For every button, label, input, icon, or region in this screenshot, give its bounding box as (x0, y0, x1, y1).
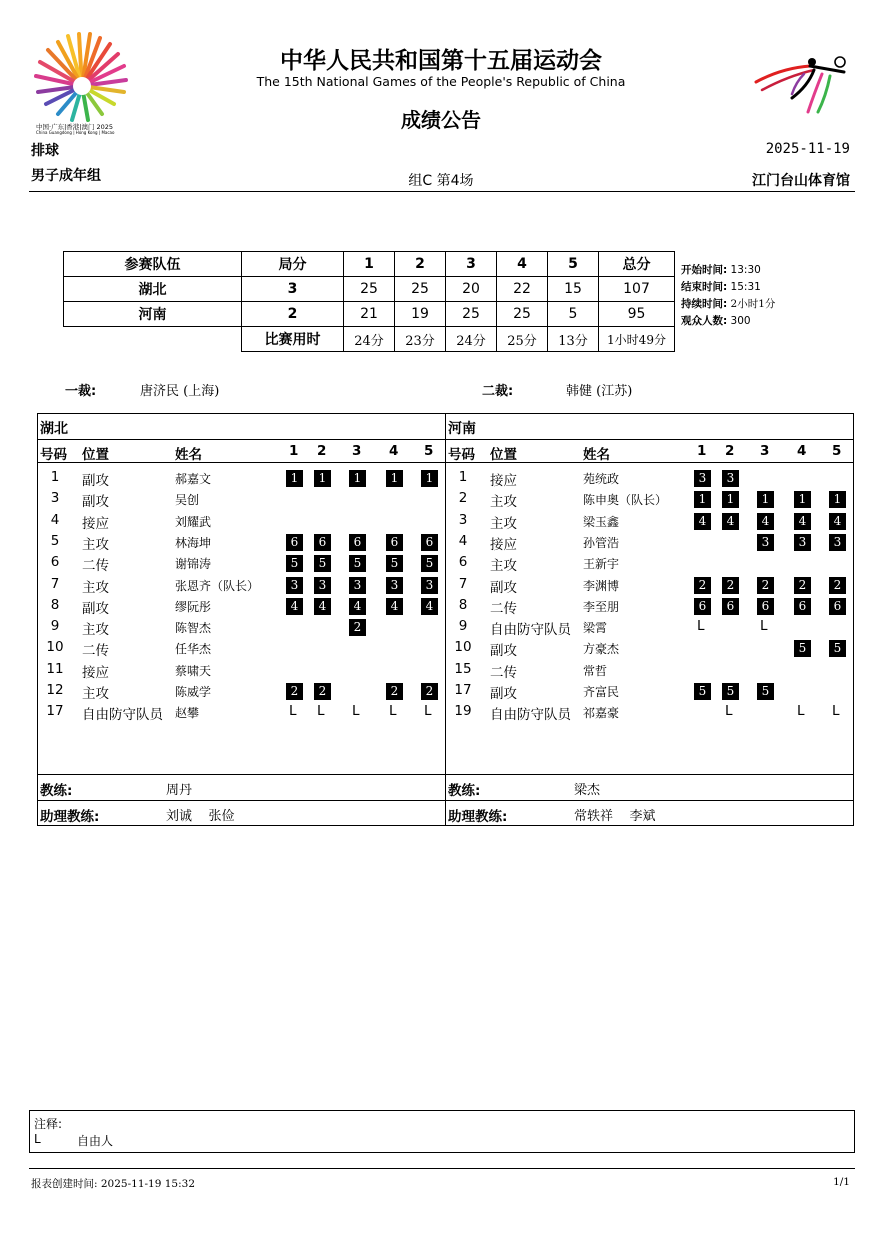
coach-label: 教练: (448, 783, 481, 799)
match-info: 组C 第4场 (408, 173, 474, 189)
assistant-coach-names: 刘诚 张俭 (166, 809, 235, 824)
col-header-pos: 位置 (82, 447, 109, 463)
starting-position-badge: 1 (349, 470, 366, 487)
starting-position-badge: 4 (386, 598, 403, 615)
starting-position-badge: 1 (757, 491, 774, 508)
set-duration: 13分 (548, 327, 599, 352)
roster-team-name: 河南 (448, 421, 476, 437)
coach-name: 周丹 (166, 783, 193, 798)
starting-position-badge: 2 (757, 577, 774, 594)
roster-hubei (37, 413, 446, 826)
player-number: 8 (458, 596, 468, 613)
starting-position-badge: 3 (349, 577, 366, 594)
starting-position-badge: 3 (794, 534, 811, 551)
notes-box (29, 1110, 855, 1153)
match-duration: 持续时间: 2小时1分 (681, 298, 776, 310)
score-header: 2 (395, 252, 446, 277)
player-name: 张恩齐（队长） (175, 578, 260, 593)
starting-position-badge: 5 (794, 640, 811, 657)
starting-position-badge: 2 (386, 683, 403, 700)
player-position: 自由防守队员 (490, 622, 571, 639)
player-position: 主攻 (490, 494, 517, 511)
set-score: 25 (446, 302, 497, 327)
player-position: 接应 (82, 664, 109, 681)
starting-position-badge: 2 (722, 577, 739, 594)
player-position: 接应 (82, 515, 109, 532)
score-table (63, 251, 675, 352)
player-name: 王新宇 (583, 557, 620, 572)
libero-marker: L (317, 703, 325, 720)
player-position: 副攻 (490, 579, 517, 596)
starting-position-badge: 4 (421, 598, 438, 615)
starting-position-badge: 5 (314, 555, 331, 572)
player-position: 副攻 (490, 686, 517, 702)
player-position: 副攻 (490, 643, 517, 660)
player-position: 主攻 (490, 515, 517, 532)
starting-position-badge: 1 (421, 470, 438, 487)
player-position: 主攻 (490, 558, 517, 575)
player-name: 常哲 (583, 663, 608, 678)
roster-line (446, 774, 853, 775)
player-number: 3 (458, 511, 468, 528)
player-name: 蔡啸天 (175, 663, 212, 678)
roster-line (38, 439, 445, 440)
player-position: 接应 (490, 473, 517, 489)
col-header-set: 4 (797, 443, 807, 459)
col-header-set: 2 (317, 443, 327, 459)
player-position: 接应 (490, 536, 517, 553)
starting-position-badge: 4 (286, 598, 303, 615)
col-header-set: 1 (697, 443, 707, 459)
starting-position-badge: 5 (386, 555, 403, 572)
set-score: 5 (548, 302, 599, 327)
starting-position-badge: 1 (314, 470, 331, 487)
starting-position-badge: 1 (829, 491, 846, 508)
player-number: 4 (458, 532, 468, 549)
player-name: 孙管浩 (583, 535, 620, 550)
libero-marker: L (389, 703, 397, 720)
player-position: 自由防守队员 (82, 707, 163, 724)
coach-label: 教练: (40, 783, 73, 799)
starting-position-badge: 5 (349, 555, 366, 572)
starting-position-badge: 2 (421, 683, 438, 700)
player-number: 9 (458, 618, 468, 635)
starting-position-badge: 2 (829, 577, 846, 594)
player-number: 17 (46, 703, 64, 720)
starting-position-badge: 5 (694, 683, 711, 700)
duration-row (64, 327, 675, 352)
player-number: 9 (50, 618, 60, 635)
player-name: 李至朋 (583, 599, 620, 614)
assistant-coach-names: 常轶祥 李斌 (574, 809, 656, 824)
player-number: 3 (50, 490, 60, 507)
team-name: 湖北 (64, 277, 242, 302)
player-name: 谢锦涛 (175, 557, 212, 572)
player-number: 10 (46, 639, 64, 656)
set-score: 20 (446, 277, 497, 302)
total-score: 107 (599, 277, 675, 302)
venue: 江门台山体育馆 (752, 173, 850, 189)
notes-key: L (34, 1132, 41, 1146)
starting-position-badge: 4 (829, 513, 846, 530)
score-header: 1 (344, 252, 395, 277)
starting-position-badge: 1 (386, 470, 403, 487)
player-position: 二传 (82, 643, 109, 660)
starting-position-badge: 1 (722, 491, 739, 508)
player-number: 15 (454, 660, 472, 677)
starting-position-badge: 4 (349, 598, 366, 615)
set-score: 25 (395, 277, 446, 302)
starting-position-badge: 5 (722, 683, 739, 700)
player-number: 5 (50, 532, 60, 549)
roster-line (446, 439, 853, 440)
player-position: 主攻 (82, 622, 109, 639)
starting-position-badge: 6 (722, 598, 739, 615)
starting-position-badge: 6 (829, 598, 846, 615)
player-number: 7 (50, 575, 60, 592)
age-group: 男子成年组 (31, 168, 101, 184)
col-header-name: 姓名 (175, 447, 202, 463)
starting-position-badge: 6 (794, 598, 811, 615)
score-header: 总分 (599, 252, 675, 277)
score-row (64, 302, 675, 327)
notes-title: 注释: (34, 1117, 63, 1131)
assistant-coach-label: 助理教练: (40, 809, 100, 825)
player-number: 17 (454, 682, 472, 698)
score-header: 参赛队伍 (64, 252, 242, 277)
player-number: 10 (454, 639, 472, 656)
player-name: 梁霄 (583, 621, 608, 636)
first-referee-label: 一裁: (65, 384, 97, 399)
starting-position-badge: 2 (694, 577, 711, 594)
player-position: 副攻 (82, 473, 109, 489)
set-score: 19 (395, 302, 446, 327)
libero-marker: L (832, 703, 840, 720)
starting-position-badge: 1 (286, 470, 303, 487)
starting-position-badge: 2 (314, 683, 331, 700)
set-score: 25 (497, 302, 548, 327)
libero-marker: L (697, 618, 705, 635)
second-referee-label: 二裁: (482, 384, 514, 399)
end-time: 结束时间: 15:31 (681, 281, 761, 293)
set-score: 25 (344, 277, 395, 302)
player-name: 林海坤 (175, 535, 212, 550)
libero-marker: L (352, 703, 360, 720)
col-header-set: 1 (289, 443, 299, 459)
sets-won: 3 (242, 277, 344, 302)
starting-position-badge: 3 (286, 577, 303, 594)
player-name: 缪阮彤 (175, 599, 212, 614)
score-header: 3 (446, 252, 497, 277)
col-header-set: 2 (725, 443, 735, 459)
report-created: 报表创建时间: 2025-11-19 15:32 (31, 1178, 196, 1190)
player-number: 8 (50, 596, 60, 613)
col-header-num: 号码 (448, 447, 475, 463)
starting-position-badge: 3 (757, 534, 774, 551)
logo-caption: 中国·广东|香港|澳门 2025 (36, 123, 114, 131)
starting-position-badge: 6 (314, 534, 331, 551)
starting-position-badge: 3 (829, 534, 846, 551)
starting-position-badge: 6 (386, 534, 403, 551)
player-number: 2 (458, 490, 468, 507)
libero-marker: L (760, 618, 768, 635)
starting-position-badge: 4 (694, 513, 711, 530)
player-position: 副攻 (82, 494, 109, 511)
starting-position-badge: 6 (349, 534, 366, 551)
starting-position-badge: 6 (421, 534, 438, 551)
score-header: 局分 (242, 252, 344, 277)
col-header-set: 3 (760, 443, 770, 459)
libero-marker: L (797, 703, 805, 720)
starting-position-badge: 3 (694, 470, 711, 487)
player-name: 郝嘉文 (175, 472, 212, 486)
set-duration: 24分 (344, 327, 395, 352)
starting-position-badge: 3 (386, 577, 403, 594)
player-position: 主攻 (82, 686, 109, 702)
player-name: 陈威学 (175, 685, 212, 699)
libero-marker: L (424, 703, 432, 720)
coach-name: 梁杰 (574, 783, 601, 798)
libero-marker: L (725, 703, 733, 720)
match-date: 2025-11-19 (765, 141, 850, 157)
player-number: 1 (50, 469, 60, 485)
player-position: 副攻 (82, 600, 109, 617)
player-name: 陈智杰 (175, 621, 212, 636)
first-referee: 唐济民 (上海) (140, 384, 220, 399)
set-duration: 23分 (395, 327, 446, 352)
total-score: 95 (599, 302, 675, 327)
bulletin-title: 成绩公告 (401, 108, 481, 132)
starting-position-badge: 6 (694, 598, 711, 615)
notes-value: 自由人 (77, 1134, 114, 1148)
roster-line (38, 800, 445, 801)
starting-position-badge: 4 (722, 513, 739, 530)
starting-position-badge: 3 (722, 470, 739, 487)
col-header-num: 号码 (40, 447, 67, 463)
col-header-set: 5 (424, 443, 434, 459)
col-header-set: 5 (832, 443, 842, 459)
player-number: 11 (46, 660, 64, 677)
col-header-set: 3 (352, 443, 362, 459)
starting-position-badge: 1 (694, 491, 711, 508)
footer-divider (29, 1168, 855, 1169)
total-duration: 1小时49分 (599, 327, 675, 352)
start-time: 开始时间: 13:30 (681, 264, 761, 276)
player-name: 齐富民 (583, 685, 620, 699)
score-row (64, 277, 675, 302)
starting-position-badge: 4 (314, 598, 331, 615)
player-name: 吴创 (175, 493, 200, 508)
score-header: 5 (548, 252, 599, 277)
player-name: 苑统政 (583, 472, 620, 486)
attendance: 观众人数: 300 (681, 315, 751, 327)
set-score: 22 (497, 277, 548, 302)
starting-position-badge: 3 (314, 577, 331, 594)
player-name: 祁嘉豪 (583, 706, 620, 721)
starting-position-badge: 1 (794, 491, 811, 508)
player-position: 二传 (82, 558, 109, 575)
duration-label: 比赛用时 (242, 327, 344, 352)
player-name: 刘耀武 (175, 514, 212, 529)
starting-position-badge: 4 (794, 513, 811, 530)
player-position: 主攻 (82, 579, 109, 596)
starting-position-badge: 4 (757, 513, 774, 530)
starting-position-badge: 2 (349, 619, 366, 636)
player-position: 主攻 (82, 536, 109, 553)
starting-position-badge: 5 (757, 683, 774, 700)
player-name: 赵攀 (175, 706, 200, 721)
col-header-name: 姓名 (583, 447, 610, 463)
set-score: 15 (548, 277, 599, 302)
player-name: 陈申奥（队长） (583, 493, 668, 508)
set-duration: 24分 (446, 327, 497, 352)
team-name: 河南 (64, 302, 242, 327)
player-number: 12 (46, 682, 64, 698)
player-number: 19 (454, 703, 472, 720)
sets-won: 2 (242, 302, 344, 327)
roster-line (38, 774, 445, 775)
player-name: 李渊博 (583, 578, 620, 593)
event-title-en: The 15th National Games of the People's Republic of China (256, 74, 626, 89)
starting-position-badge: 2 (286, 683, 303, 700)
player-number: 7 (458, 575, 468, 592)
set-duration: 25分 (497, 327, 548, 352)
player-number: 6 (458, 554, 468, 571)
score-header: 4 (497, 252, 548, 277)
player-number: 1 (458, 469, 468, 485)
player-position: 自由防守队员 (490, 707, 571, 724)
starting-position-badge: 3 (421, 577, 438, 594)
header-divider (29, 191, 855, 192)
player-position: 二传 (490, 600, 517, 617)
event-title: 中华人民共和国第十五届运动会 (280, 48, 602, 74)
col-header-set: 4 (389, 443, 399, 459)
libero-marker: L (289, 703, 297, 720)
player-name: 任华杰 (175, 642, 212, 657)
sport-label: 排球 (31, 143, 59, 159)
player-position: 二传 (490, 664, 517, 681)
score-header-row (64, 252, 675, 277)
roster-line (446, 800, 853, 801)
starting-position-badge: 5 (421, 555, 438, 572)
starting-position-badge: 6 (286, 534, 303, 551)
col-header-pos: 位置 (490, 447, 517, 463)
page-number: 1/1 (833, 1176, 850, 1188)
second-referee: 韩健 (江苏) (566, 384, 633, 399)
roster-henan (445, 413, 854, 826)
logo-caption-en: China Guangdong | Hong Kong | Macao (36, 130, 115, 135)
roster-team-name: 湖北 (40, 421, 68, 437)
starting-position-badge: 2 (794, 577, 811, 594)
assistant-coach-label: 助理教练: (448, 809, 508, 825)
player-name: 梁玉鑫 (583, 514, 620, 529)
starting-position-badge: 5 (286, 555, 303, 572)
starting-position-badge: 6 (757, 598, 774, 615)
player-number: 6 (50, 554, 60, 571)
set-score: 21 (344, 302, 395, 327)
starting-position-badge: 5 (829, 640, 846, 657)
player-name: 方豪杰 (583, 642, 620, 657)
player-number: 4 (50, 511, 60, 528)
